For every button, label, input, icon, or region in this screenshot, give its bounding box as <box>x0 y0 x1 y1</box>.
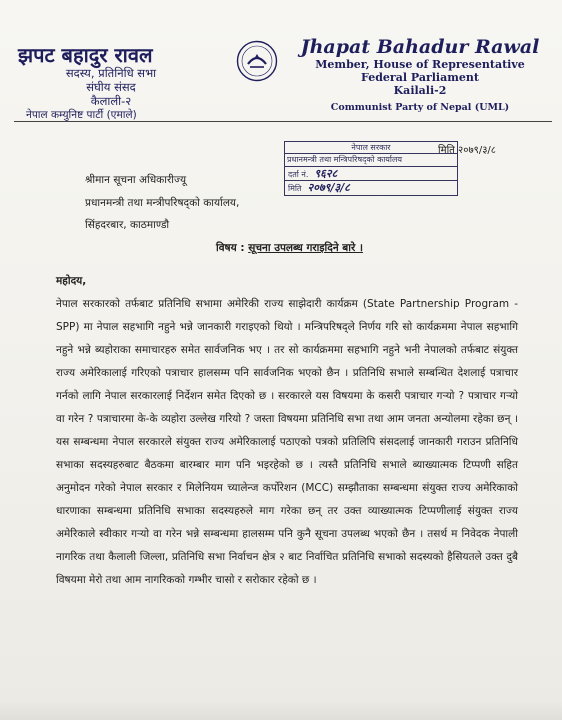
stamp-date-label: मिति <box>288 184 302 193</box>
letter-subject <box>216 241 363 255</box>
sender-title-line: संघीय संसद <box>86 80 136 94</box>
recipient-address <box>85 169 239 237</box>
subject-label: विषय : <box>216 242 245 254</box>
sender-party-english: Communist Party of Nepal (UML) <box>330 102 510 113</box>
stamp-office: प्रधानमन्त्री तथा मन्त्रिपरिषद्को कार्यालय <box>285 154 457 167</box>
stamp-darta-label: दर्ता नं. <box>288 170 309 179</box>
subject-text: सूचना उपलब्ध गराइदिने बारे । <box>248 242 363 254</box>
sender-title-line: Member, House of Representative <box>315 58 525 71</box>
sender-name-english: Jhapat Bahadur Rawal <box>300 36 540 58</box>
sender-title-line: Kailali-2 <box>393 84 447 97</box>
salutation: महोदय, <box>56 275 87 287</box>
stamp-darta-row <box>285 167 457 181</box>
page-shadow <box>0 700 562 720</box>
sender-title-line: कैलाली-२ <box>90 94 132 108</box>
stamp-date-value: २०७९/३/८ <box>307 181 350 194</box>
sender-name-nepali: झपट बहादुर रावल <box>18 43 153 67</box>
party-logo-icon <box>236 40 278 82</box>
letter-body <box>56 270 518 592</box>
letter-date: मिति २०७९/३/८ <box>438 145 496 156</box>
stamp-date-row <box>285 181 457 194</box>
sender-title-line: सदस्य, प्रतिनिधि सभा <box>65 66 157 80</box>
letterhead-english <box>290 36 550 115</box>
header-divider <box>14 121 552 122</box>
letterhead-nepali <box>18 44 218 122</box>
body-paragraph: नेपाल सरकारको तर्फबाट प्रतिनिधि सभामा अमेरिकी राज्य साझेदारी कार्यक्रम (State Partnership Program - SPP) मा नेपाल सहभागि नहुने भन्ने जानकारी गराइएको थियो । मन्त्रिपरिषद्ले निर्णय गरि सो कार्यक्रममा नेपाल सहभागि नहुने भन्ने ब्यहोराका समाचारहरु समेत सार्वजनिक भए । तर सो कार्यक्रममा सहभागि नहुने भनी नेपालको तर्फबाट संयुक्त राज्य अमेरिकालाई गरिएको पत्राचार हालसम्म पनि सार्वजनिक भएको छैन । प्रतिनिधि सभाले सम्बन्धित देशलाई पत्राचार गर्नको लागि नेपाल सरकारलाई निर्देशन समेत दिएको छ । सरकारले यस विषयमा के कसरी पत्राचार गऱ्यो ? पत्राचार गऱ्यो वा गरेन ? पत्राचारमा के-के व्यहोरा उल्लेख गरियो ? जस्ता विषयमा प्रतिनिधि सभा तथा आम जनता अन्योलमा रहेका छन् । यस सम्बन्धमा नेपाल सरकारले संयुक्त राज्य अमेरिकालाई पठाएको पत्रको प्रतिलिपि संसदलाई जानकारी गराउन प्रतिनिधि सभाका सदस्यहरुबाट बैठकमा बारम्बार माग पनि भइरहेको छ । त्यस्तै प्रतिनिधि सभाले ब्याख्यात्मक टिप्पणी सहित अनुमोदन गरेको नेपाल सरकार र मिलेनियम च्यालेन्ज कर्पोरेशन (MCC) सम्झौताका सम्बन्धमा संयुक्त राज्य अमेरिकाको धारणाका सम्बन्धमा प्रतिनिधि सभाका सदस्यहरुले माग गरेका छन् तर उक्त व्याख्यात्मक टिप्पणीलाई संयुक्त राज्य अमेरिकाले स्वीकार गऱ्यो वा गरेन भन्ने सम्बन्धमा हालसम्म पनि कुनै सूचना उपलब्ध भएको छैन । तसर्थ म निवेदक नेपाली नागरिक तथा कैलाली जिल्ला, प्रतिनिधि सभा निर्वाचन क्षेत्र २ बाट निर्वाचित प्रतिनिधि सभाको सदस्यको हैसियतले उक्त दुबै विषयमा मेरो तथा आम नागरिकको गम्भीर चासो र सरोकार रहेको छ । <box>56 298 518 586</box>
recipient-line: श्रीमान सूचना अधिकारीज्यू <box>85 174 187 186</box>
recipient-line: सिंहदरबार, काठमाण्डौ <box>85 219 170 231</box>
recipient-line: प्रधानमन्त्री तथा मन्त्रीपरिषद्को कार्यालय, <box>85 196 240 209</box>
stamp-darta-value: ९६२८ <box>314 167 338 180</box>
sender-title-line: Federal Parliament <box>361 71 479 84</box>
registration-stamp <box>284 141 458 196</box>
sender-party-nepali: नेपाल कम्युनिष्ट पार्टी (एमाले) <box>26 109 137 121</box>
stamp-title: नेपाल सरकार <box>285 142 457 154</box>
